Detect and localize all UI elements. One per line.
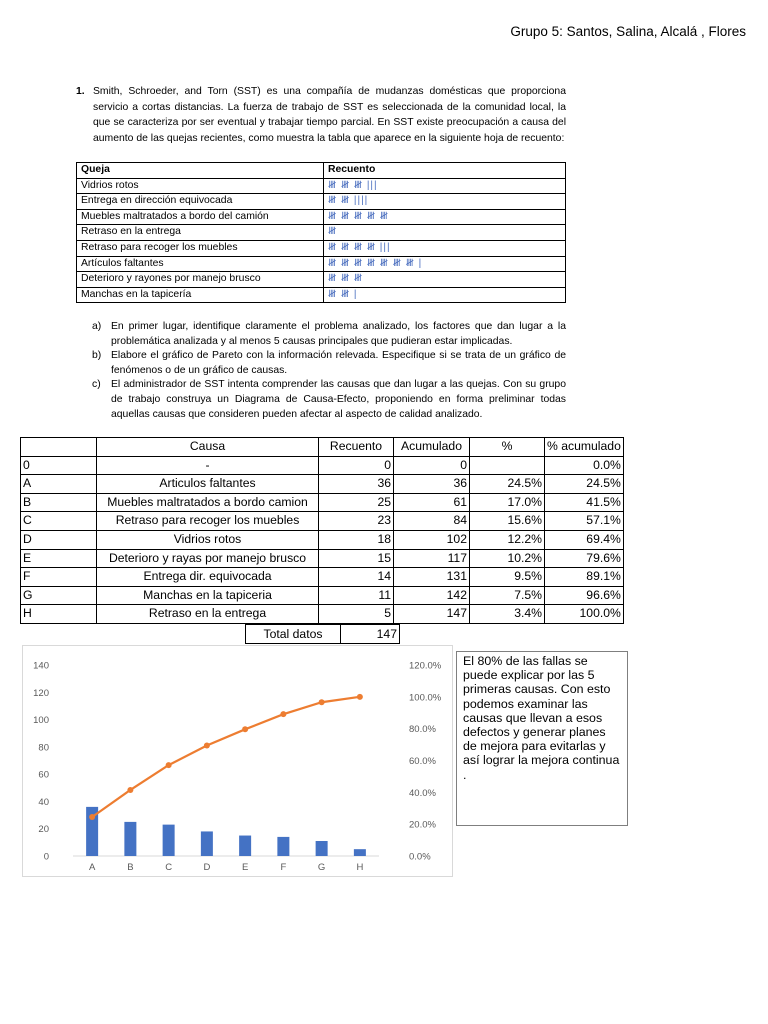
bar-H (354, 849, 366, 856)
bar-C (163, 825, 175, 856)
row-cause: Muebles maltratados a bordo camion (97, 493, 319, 512)
table-row (21, 605, 624, 624)
row-cumulative: 84 (394, 512, 470, 531)
row-percent: 24.5% (470, 475, 545, 494)
tally-table (76, 162, 566, 303)
tally-cell-queja: Artículos faltantes (77, 256, 324, 272)
header-cell: % acumulado (545, 438, 624, 457)
row-percent: 10.2% (470, 549, 545, 568)
row-cause: Entrega dir. equivocada (97, 568, 319, 587)
bar-D (201, 831, 213, 856)
y2-tick-label: 80.0% (409, 724, 436, 736)
bar-G (316, 841, 328, 856)
row-cumulative: 142 (394, 586, 470, 605)
question-letter: a) (92, 321, 102, 332)
row-count: 11 (319, 586, 394, 605)
table-row (77, 272, 566, 288)
table-row (77, 194, 566, 210)
tally-cell-queja: Retraso en la entrega (77, 225, 324, 241)
row-id: A (21, 475, 97, 494)
row-cause: Retraso en la entrega (97, 605, 319, 624)
bar-E (239, 836, 251, 856)
pareto-chart-svg (23, 646, 452, 876)
row-id: F (21, 568, 97, 587)
row-count: 15 (319, 549, 394, 568)
y-tick-label: 20 (38, 824, 49, 836)
row-count: 36 (319, 475, 394, 494)
cumulative-point-F (280, 711, 286, 717)
cumulative-point-A (89, 814, 95, 820)
cumulative-point-E (242, 726, 248, 732)
row-count: 23 (319, 512, 394, 531)
row-id: D (21, 530, 97, 549)
table-row (77, 209, 566, 225)
bar-F (277, 837, 289, 856)
row-cause: Manchas en la tapiceria (97, 586, 319, 605)
header-cell (21, 438, 97, 457)
y-tick-label: 140 (33, 660, 49, 672)
row-id: 0 (21, 456, 97, 475)
row-cum-percent: 100.0% (545, 605, 624, 624)
table-row (77, 240, 566, 256)
row-cumulative: 0 (394, 456, 470, 475)
y-tick-label: 120 (33, 687, 49, 699)
tally-header-queja: Queja (77, 163, 324, 179)
question-b (90, 349, 566, 378)
cumulative-point-H (357, 694, 363, 700)
y2-tick-label: 120.0% (409, 660, 442, 672)
row-cum-percent: 41.5% (545, 493, 624, 512)
table-row (21, 586, 624, 605)
table-row (21, 475, 624, 494)
row-cumulative: 147 (394, 605, 470, 624)
total-value: 147 (341, 625, 400, 644)
row-cumulative: 61 (394, 493, 470, 512)
row-id: B (21, 493, 97, 512)
total-row (246, 625, 400, 644)
row-percent: 12.2% (470, 530, 545, 549)
pareto-chart (22, 645, 453, 877)
table-row (21, 493, 624, 512)
row-cum-percent: 96.6% (545, 586, 624, 605)
header-cell: Acumulado (394, 438, 470, 457)
question-text: En primer lugar, identifique claramente el problema analizado, los factores que dan lugar a la problemática analizada y al menos 5 causas principales que pudieran estar implicadas. (111, 321, 566, 347)
tally-marks: 𝍸 (324, 225, 566, 241)
y2-tick-label: 20.0% (409, 819, 436, 831)
row-cause: Articulos faltantes (97, 475, 319, 494)
question-letter: c) (92, 379, 101, 391)
row-percent: 7.5% (470, 586, 545, 605)
y-tick-label: 40 (38, 796, 49, 808)
cumulative-point-C (166, 762, 172, 768)
row-count: 14 (319, 568, 394, 587)
tally-cell-queja: Entrega en dirección equivocada (77, 194, 324, 210)
questions-list (90, 320, 566, 422)
row-cum-percent: 89.1% (545, 568, 624, 587)
total-label: Total datos (246, 625, 341, 644)
row-cumulative: 131 (394, 568, 470, 587)
total-table (245, 624, 400, 644)
tally-marks: 𝍸 𝍸 𝍸 𝍸 𝍸 (324, 209, 566, 225)
row-id: H (21, 605, 97, 624)
table-row (21, 456, 624, 475)
table-row (21, 549, 624, 568)
tally-marks: 𝍸 𝍸 𝍸 (324, 272, 566, 288)
tally-cell-queja: Vidrios rotos (77, 178, 324, 194)
table-row (21, 530, 624, 549)
row-cause: Retraso para recoger los muebles (97, 512, 319, 531)
problem-number: 1. (76, 86, 85, 97)
header-cell: Causa (97, 438, 319, 457)
tally-cell-queja: Muebles maltratados a bordo del camión (77, 209, 324, 225)
table-row (21, 568, 624, 587)
question-text: El administrador de SST intenta comprender las causas que dan lugar a las quejas. Con su grupo de trabajo construya un Diagrama de Causa-Efecto, proponiendo en forma preliminar todas aquellas causas que consideren pueden afectar al aspecto de calidad analizado. (111, 379, 566, 420)
y-tick-label: 0 (43, 851, 49, 863)
bar-B (124, 822, 136, 856)
table-row (77, 178, 566, 194)
x-tick-label: D (203, 862, 211, 873)
header-cell: Recuento (319, 438, 394, 457)
y2-tick-label: 100.0% (409, 692, 442, 704)
row-percent (470, 456, 545, 475)
row-percent: 9.5% (470, 568, 545, 587)
row-percent: 3.4% (470, 605, 545, 624)
row-cum-percent: 0.0% (545, 456, 624, 475)
cumulative-point-D (204, 743, 210, 749)
y-tick-label: 80 (38, 742, 49, 754)
table-row (21, 512, 624, 531)
row-count: 0 (319, 456, 394, 475)
tally-marks: 𝍸 𝍸 𝍸 𝍸 ||| (324, 240, 566, 256)
y-tick-label: 100 (33, 715, 49, 727)
tally-marks: 𝍸 𝍸 𝍸 𝍸 𝍸 𝍸 𝍸 | (324, 256, 566, 272)
y2-tick-label: 0.0% (409, 851, 431, 863)
question-c (90, 378, 566, 422)
header-cell: % (470, 438, 545, 457)
row-cumulative: 36 (394, 475, 470, 494)
tally-marks: 𝍸 𝍸 |||| (324, 194, 566, 210)
tally-cell-queja: Deterioro y rayones por manejo brusco (77, 272, 324, 288)
row-id: E (21, 549, 97, 568)
conclusion-note: El 80% de las fallas se puede explicar por las 5 primeras causas. Con esto podemos examinar las causas que llevan a esos defectos y generar planes de mejora para evitarlas y así lograr la mejora continua . (456, 651, 628, 826)
row-cause: Deterioro y rayas por manejo brusco (97, 549, 319, 568)
row-cum-percent: 24.5% (545, 475, 624, 494)
table-row (77, 256, 566, 272)
row-count: 18 (319, 530, 394, 549)
cumulative-point-G (319, 699, 325, 705)
question-text: Elabore el gráfico de Pareto con la información relevada. Especifique si se trata de un gráfico de fenómenos o de un gráfico de causas. (111, 350, 566, 376)
x-tick-label: A (88, 862, 96, 873)
tally-cell-queja: Retraso para recoger los muebles (77, 240, 324, 256)
tally-marks: 𝍸 𝍸 | (324, 287, 566, 303)
x-tick-label: H (356, 862, 364, 873)
question-a (90, 320, 566, 349)
pareto-table (20, 437, 624, 624)
tally-marks: 𝍸 𝍸 𝍸 ||| (324, 178, 566, 194)
row-percent: 15.6% (470, 512, 545, 531)
pareto-table-header (21, 438, 624, 457)
question-letter: b) (92, 350, 102, 362)
x-tick-label: B (127, 862, 134, 873)
tally-cell-queja: Manchas en la tapicería (77, 287, 324, 303)
y2-tick-label: 40.0% (409, 787, 436, 799)
tally-table-header (77, 163, 566, 179)
row-id: G (21, 586, 97, 605)
y2-tick-label: 60.0% (409, 756, 436, 767)
table-row (77, 287, 566, 303)
x-tick-label: E (241, 862, 249, 873)
cumulative-point-B (127, 787, 133, 793)
row-id: C (21, 512, 97, 531)
row-cum-percent: 79.6% (545, 549, 624, 568)
problem-text: Smith, Schroeder, and Torn (SST) es una compañía de mudanzas domésticas que proporciona servicio a cortas distancias. La fuerza de trabajo de SST es seleccionada de la comunidad local, la que se caracteriza por ser eventual y trabajar tiempo parcial. En SST existe preocupación a causa del aumento de las quejas recientes, como muestra la tabla que aparece en la siguiente hoja de recuento: (93, 86, 566, 144)
x-tick-label: C (165, 862, 173, 873)
row-percent: 17.0% (470, 493, 545, 512)
tally-header-recuento: Recuento (324, 163, 566, 179)
row-cause: - (97, 456, 319, 475)
x-tick-label: G (317, 862, 326, 873)
row-cause: Vidrios rotos (97, 530, 319, 549)
problem-statement (76, 84, 566, 146)
x-tick-label: F (280, 862, 287, 873)
row-count: 25 (319, 493, 394, 512)
row-cum-percent: 69.4% (545, 530, 624, 549)
row-cumulative: 117 (394, 549, 470, 568)
authors-header: Grupo 5: Santos, Salina, Alcalá , Flores (510, 24, 746, 39)
cumulative-line (92, 697, 360, 817)
row-count: 5 (319, 605, 394, 624)
table-row (77, 225, 566, 241)
y-tick-label: 60 (38, 769, 49, 781)
row-cumulative: 102 (394, 530, 470, 549)
row-cum-percent: 57.1% (545, 512, 624, 531)
